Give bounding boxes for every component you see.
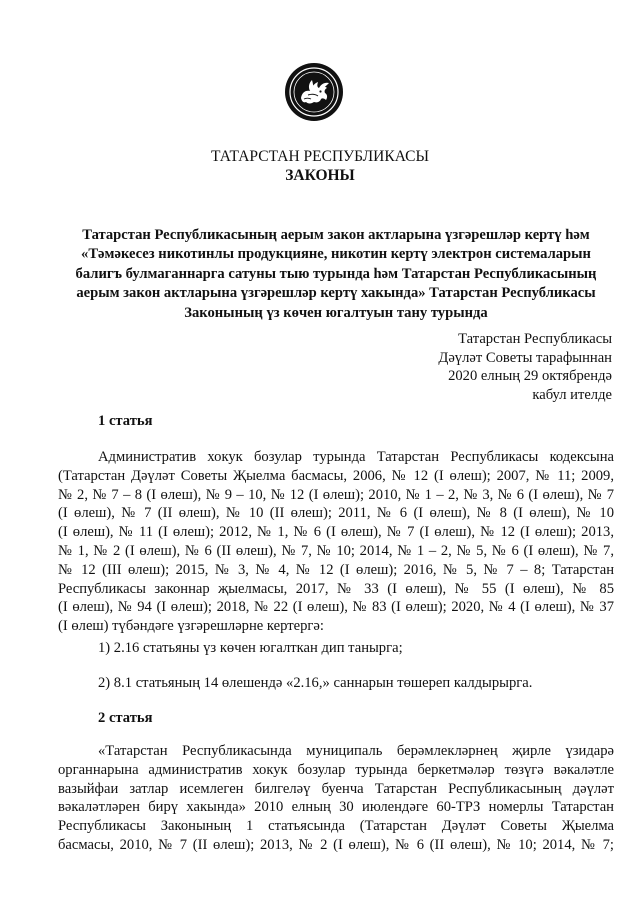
paragraph-line: Республикасы законнар җыелмасы, 2017, № 33 (I өлеш), № 55 (I өлеш), № 85 [58,580,614,597]
adoption-line: 2020 елның 29 октябрендә [448,368,612,385]
article-1-heading: 1 статья [98,413,153,429]
title-line: балигъ булмаганнарга сатуны тыю турында һәм Татарстан Республикасының [75,265,597,282]
title-line: аерым закон актларына үзгәрешләр кертү хакында» Татарстан Республикасы [76,285,596,302]
paragraph-line: органнарына административ хокук бозулар турында беркетмәләр төзүгә вәкаләтле [58,761,614,778]
header-republic: ТАТАРСТАН РЕСПУБЛИКАСЫ [211,148,429,165]
paragraph-line: (I өлеш), № 7 (II өлеш), № 10 (II өлеш); 2011, № 6 (I өлеш), № 8 (I өлеш), № 10 [58,505,614,522]
title-line: Татарстан Республикасының аерым закон актларына үзгәрешләр кертү һәм [82,227,590,243]
paragraph-line: (I өлеш), № 94 (I өлеш); 2018, № 22 (I өлеш), № 83 (I өлеш); 2020, № 4 (I өлеш), № 37 [58,599,614,616]
paragraph-line: (Татарстан Дәүләт Советы Җыелма басмасы, 2006, № 12 (I өлеш); 2007, № 11; 2009, [58,467,614,484]
article-1-paragraph [58,448,614,636]
adoption-line: Татарстан Республикасы [458,331,612,347]
article-1-item-2: 2) 8.1 статьяның 14 өлешендә «2.16,» саннарын төшереп калдырырга. [98,675,533,691]
adoption-note [438,330,612,404]
paragraph-line: (I өлеш), № 11 (I өлеш); 2012, № 1, № 6 (I өлеш), № 7 (I өлеш), № 12 (I өлеш); 2013, [58,524,614,541]
document-title [58,226,614,323]
title-line: «Тәмәкесез никотинлы продукцияне, никотин кертү электрон системаларын [81,246,591,263]
paragraph-line: «Татарстан Республикасында муниципаль берәмлекләрнең җирле үзидарә [98,743,614,759]
article-1-item-1: 1) 2.16 статьяны үз көчен югалткан дип танырга; [98,640,403,656]
paragraph-line: басмасы, 2010, № 7 (II өлеш); 2013, № 2 (I өлеш), № 6 (II өлеш), № 10; 2014, № 7; [58,836,614,853]
adoption-line: кабул ителде [532,386,612,403]
paragraph-line: вазыйфаи затлар исемлеген билгеләү буенча Татарстан Республикасының дәүләт [58,780,614,797]
paragraph-line: № 1, № 2 (I өлеш), № 6 (II өлеш), № 7, № 10; 2014, № 1 – 2, № 5, № 6 (I өлеш), № 7, [58,542,614,559]
paragraph-line: № 2, № 7 – 8 (I өлеш), № 9 – 10, № 12 (I өлеш); 2010, № 1 – 2, № 3, № 6 (I өлеш), № 7 [58,486,614,503]
paragraph-line: (I өлеш) түбәндәге үзгәрешләрне кертергә: [58,618,324,635]
paragraph-line: Республикасы Законының 1 статьясында (Татарстан Дәүләт Советы Җыелма [58,818,614,835]
title-line: Законының үз көчен югалтуын тану турында [184,304,488,321]
paragraph-line: вәкаләтләрен бирү хакында» 2010 елның 30 июлендәге 60-ТРЗ номерлы Татарстан [58,799,614,816]
paragraph-line: Административ хокук бозулар турында Татарстан Республикасы кодексына [98,449,614,465]
tatarstan-emblem-icon [284,62,344,122]
header-law: ЗАКОНЫ [285,167,355,184]
paragraph-line: № 12 (III өлеш); 2015, № 3, № 4, № 12 (I өлеш); 2016, № 5, № 7 – 8; Татарстан [58,561,614,578]
article-2-heading: 2 статья [98,710,153,726]
adoption-line: Дәүләт Советы тарафыннан [438,349,612,366]
article-2-paragraph [58,742,614,855]
